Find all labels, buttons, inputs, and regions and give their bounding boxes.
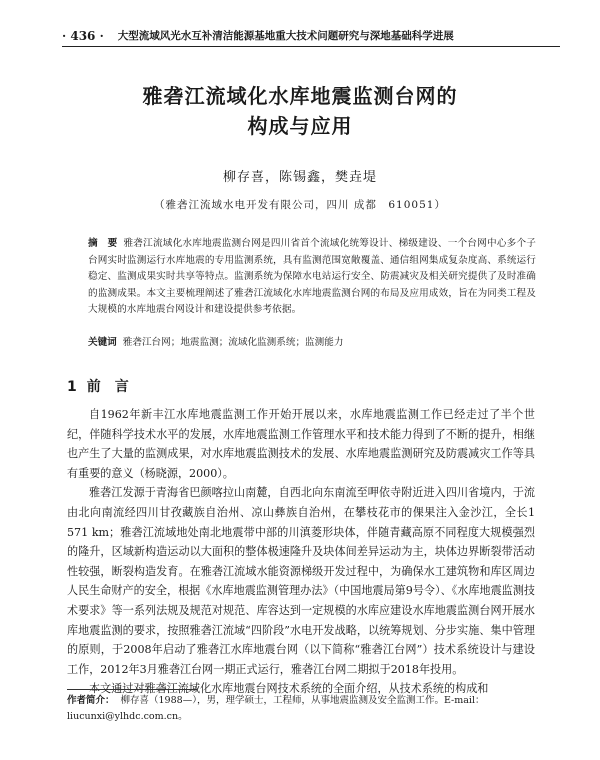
section-title: 前 言 — [86, 379, 129, 395]
abstract — [88, 236, 536, 319]
keywords-label: 关键词 — [88, 337, 117, 348]
footnote-label: 作者简介： — [67, 695, 115, 706]
abstract-text: 雅砻江流域化水库地震监测台网是四川省首个流域化统筹设计、梯级建设、一个台网中心多个子台网实时监测运行水库地震的专用监测系统，具有监测范围宽敞覆盖、通信组网集成复杂度高、系统运行稳定、监测成果实时共享等特点。监测系统为保障水电站运行安全、防震减灾及相关研究提供了及时准确的监测成果。本文主要梳理阐述了雅砻江流域化水库地震监测台网的布局及应用成效，旨在为同类工程及大规模的水库地震台网设计和建设提供参考依据。 — [88, 238, 536, 316]
keywords — [88, 334, 536, 348]
body-text — [67, 405, 535, 699]
page-number: · 436 · — [62, 29, 104, 43]
footnote — [67, 693, 535, 725]
authors: 柳存喜，陈锡鑫，樊垚堤 — [222, 170, 377, 185]
abstract-label: 摘 要 — [88, 238, 118, 249]
affiliation: （雅砻江流域水电开发有限公司，四川 成都 610051） — [154, 199, 446, 211]
running-header — [62, 26, 560, 47]
paper-title-line-1: 雅砻江流域化水库地震监测台网的 — [142, 84, 458, 108]
footnote-divider — [67, 689, 197, 690]
journal-title: 大型流域风光水互补清洁能源基地重大技术问题研究与深地基础科学进展 — [117, 30, 454, 42]
body-paragraph: 雅砻江发源于青海省巴颜喀拉山南麓，自西北向东南流至呷依寺附近进入四川省境内，于流由北向南流经四川甘孜藏族自治州、凉山彝族自治州，在攀枝花市的倮果注入金沙江，全长1 571 km；雅砻江流域地处南北地震带中部的川滇菱形块体，伴随青藏高原不同程度大规模强烈的隆升，区域新构造运动以大面积的整体极速隆升及块体间差异运动为主，块体边界断裂带活动性较强，断裂构造发育。在雅砻江流域水能资源梯级开发过程中，为确保水工建筑物和库区周边人民生命财产的安全，根据《水库地震监测管理办法》（中国地震局第9号令）、《水库地震监测技术要求》等一系列法规及规范对规范、库容达到一定规模的水库应建设水库地震监测台网开展水库地震监测的要求，按照雅砻江流域“四阶段”水电开发战略，以统筹规划、分步实施、集中管理的原则，于2008年启动了雅砻江水库地震台网（以下简称“雅砻江台网”）技术系统设计与建设工作，2012年3月雅砻江台网一期正式运行，雅砻江台网二期拟于2018年投用。 — [67, 486, 535, 676]
keywords-text: 雅砻江台网；地震监测；流域化监测系统；监测能力 — [122, 337, 344, 348]
paper-title-line-2: 构成与应用 — [247, 114, 353, 138]
footnote-text: 柳存喜（1988—），男，理学硕士，工程师，从事地震监测及安全监测工作。E-mail：liucunxi@ylhdc.com.cn。 — [67, 695, 485, 722]
section-heading — [67, 376, 129, 396]
body-paragraph: 自1962年新丰江水库地震监测工作开始开展以来，水库地震监测工作已经走过了半个世纪，伴随科学技术水平的发展，水库地震监测工作管理水平和技术能力得到了不断的提升，相继也产生了大量的监测成果，对水库地震监测技术的发展、水库地震监测研究及防震减灾工作等具有重要的意义（杨晓源，2000）。 — [67, 408, 535, 480]
body-paragraph: 本文通过对雅砻江流域化水库地震台网技术系统的全面介绍，从技术系统的构成和 — [89, 682, 489, 696]
section-number: 1 — [67, 379, 77, 395]
